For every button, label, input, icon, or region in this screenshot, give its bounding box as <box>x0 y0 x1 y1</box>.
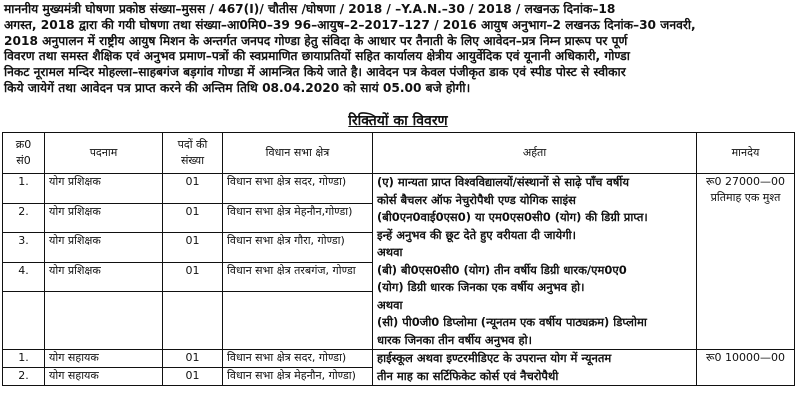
area-cell: विधान सभा क्षेत्र सदर, गोण्डा) <box>223 350 373 368</box>
post-cell: योग प्रशिक्षक <box>45 203 163 233</box>
count-cell: 01 <box>163 350 223 368</box>
post-cell: योग सहायक <box>45 368 163 386</box>
count-cell: 01 <box>163 262 223 292</box>
serial-cell: 2. <box>3 203 45 233</box>
vacancy-heading <box>0 113 796 130</box>
count-cell: 01 <box>163 203 223 233</box>
post-cell: योग सहायक <box>45 350 163 368</box>
table-row <box>3 350 795 368</box>
trainer-qualification-cell: (ए) मान्यता प्राप्त विश्वविद्यालयों/संस्थानों से साढ़े पाँच वर्षीय कोर्स बैचलर ऑफ नेचुरोपैथी एण्ड योगिक साइंस (बी0एन0वाई0एस0) या एम0एस0सी0 (योग) की डिग्री प्राप्त। इन्हें अनुभव की छूट देते हुए वरीयता दी जायेगी। अथवा (बी) बी0एस0सी0 (योग) तीन वर्षीय डिग्री धारक/एम0ए0 (योग) डिग्री धारक जिनका एक वर्षीय अनुभव हो। अथवा (सी) पी0जी0 डिप्लोमा (न्यूनतम एक वर्षीय पाठ्यक्रम) डिप्लोमा धारक जिनका तीन वर्षीय अनुभव हो। <box>373 174 697 350</box>
col-header-post: पदनाम <box>45 133 163 174</box>
col-header-count: पदों की संख्या <box>163 133 223 174</box>
col-header-honorarium: मानदेय <box>697 133 795 174</box>
empty-cell <box>163 292 223 350</box>
col-header-serial: क्र0 सं0 <box>3 133 45 174</box>
area-cell: विधान सभा क्षेत्र तरबगंज, गोण्डा <box>223 262 373 292</box>
count-cell: 01 <box>163 233 223 263</box>
area-cell: विधान सभा क्षेत्र मेहनौन,गोण्डा) <box>223 203 373 233</box>
col-header-qualification: अर्हता <box>373 133 697 174</box>
empty-cell <box>45 292 163 350</box>
area-cell: विधान सभा क्षेत्र सदर, गोण्डा) <box>223 174 373 204</box>
table-row <box>3 174 795 204</box>
area-cell: विधान सभा क्षेत्र गौरा, गोण्डा) <box>223 233 373 263</box>
notice-intro-paragraph: माननीय मुख्यमंत्री घोषणा प्रकोष्ठ संख्या–मुसस / 467(I)/ चौतीस /घोषणा / 2018 / –Y.A.N.–30 / 2018 / लखनऊ दिनांक–18 अगस्त, 2018 द्वारा की गयी घोषणा तथा संख्या–आ0मि0–39 96–आयुष–2–2017–127 / 2016 आयुष अनुभाग–2 लखनऊ दिनांक–30 जनवरी, 2018 अनुपालन में राष्ट्रीय आयुष मिशन के अन्तर्गत जनपद गोण्डा हेतु संविदा के आधार पर तैनाती के लिए आवेदन–प्रत्र निम्न प्रारूप पर पूर्ण विवरण तथा समस्त शैक्षिक एवं अनुभव प्रमाण–पत्रों की स्वप्रमाणित छायाप्रतियों सहित कार्यालय क्षेत्रीय आयुर्वेदिक एवं यूनानी अधिकारी, गोण्डा निकट नूरामल मन्दिर मोहल्ला–साहबगंज बड़गांव गोण्डा में आमन्त्रित किये जाते है। आवेदन पत्र केवल पंजीकृत डाक एवं स्पीड पोस्ट से स्वीकार किये जायेगें तथा आवेदन पत्र प्राप्त करने की अन्तिम तिथि 08.04.2020 को सायं 05.00 बजे होगी। <box>4 2 696 95</box>
vacancy-table <box>2 132 795 386</box>
serial-cell: 1. <box>3 350 45 368</box>
assistant-honorarium-cell: रू0 10000—00 <box>697 350 795 386</box>
table-header-row <box>3 133 795 174</box>
serial-cell: 1. <box>3 174 45 204</box>
serial-cell: 2. <box>3 368 45 386</box>
serial-cell: 3. <box>3 233 45 263</box>
vacancy-heading-text: रिक्तियों का विवरण <box>348 113 448 129</box>
area-cell: विधान सभा क्षेत्र मेहनौन, गोण्डा) <box>223 368 373 386</box>
serial-cell: 4. <box>3 262 45 292</box>
assistant-qualification-cell: हाईस्कूल अथवा इण्टरमीडिएट के उपरान्त योग में न्यूनतम तीन माह का सर्टिफिकेट कोर्स एवं नैचरोपैथी <box>373 350 697 386</box>
count-cell: 01 <box>163 174 223 204</box>
trainer-honorarium-cell: रू0 27000—00 प्रतिमाह एक मुश्त <box>697 174 795 350</box>
col-header-area: विधान सभा क्षेत्र <box>223 133 373 174</box>
post-cell: योग प्रशिक्षक <box>45 233 163 263</box>
count-cell: 01 <box>163 368 223 386</box>
post-cell: योग प्रशिक्षक <box>45 262 163 292</box>
post-cell: योग प्रशिक्षक <box>45 174 163 204</box>
empty-cell <box>223 292 373 350</box>
empty-cell <box>3 292 45 350</box>
